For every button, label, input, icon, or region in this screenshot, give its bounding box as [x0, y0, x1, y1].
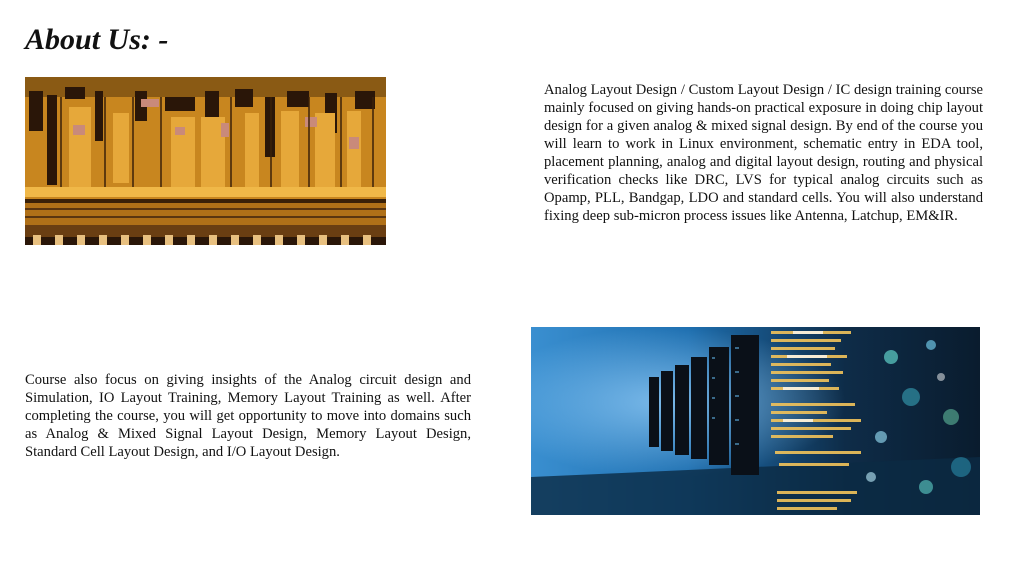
server-code-image [531, 327, 980, 515]
about-paragraph-2: Course also focus on giving insights of the Analog circuit design and Simulation, IO Layout Training, Memory Layout Training as well. After completing the course, you will get opportunity to move into domains such as Analog & Mixed Signal Layout Design, Memory Layout Design, Standard Cell Layout Design, and I/O Layout Design. [25, 372, 471, 460]
server-code-photo-icon [531, 327, 980, 515]
about-paragraph-1: Analog Layout Design / Custom Layout Design / IC design training course mainly focused on giving hands-on practical exposure in doing chip layout design for a given analog & mixed signal design. By end of the course you will learn to work in Linux environment, schematic entry in EDA tool, placement planning, analog and digital layout design, routing and physical verification checks like DRC, LVS for typical analog circuits such as Opamp, PLL, Bandgap, LDO and standard cells. You will also understand fixing deep sub-micron process issues like Antenna, Latchup, EM&IR. [544, 82, 983, 224]
page-title: About Us: - [25, 23, 169, 56]
ic-layout-image [25, 77, 386, 245]
ic-layout-photo-icon [25, 77, 386, 245]
